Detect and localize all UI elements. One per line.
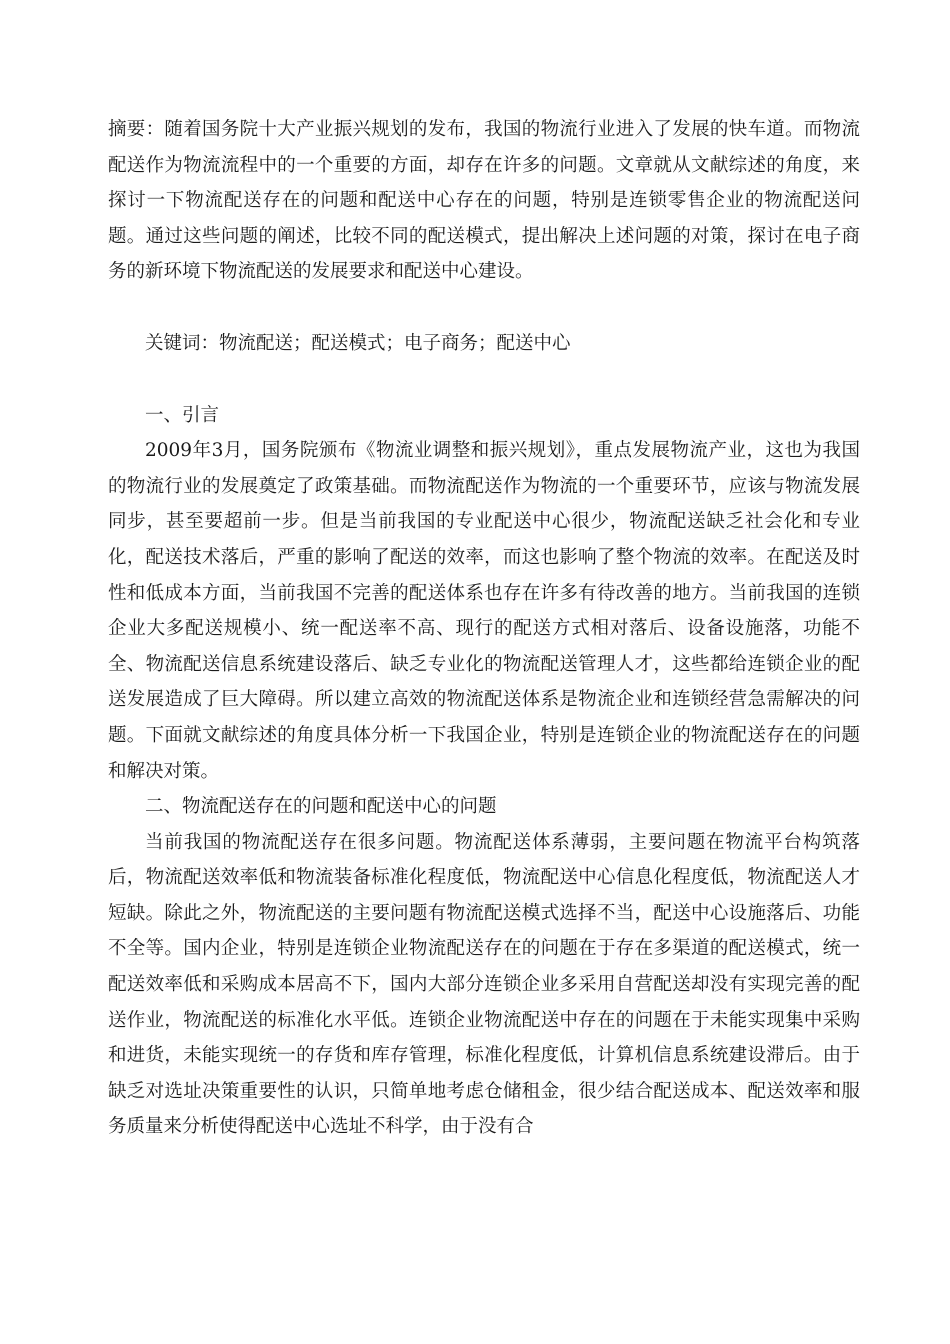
spacer [108,290,860,326]
section-heading-problems: 二、物流配送存在的问题和配送中心的问题 [145,796,497,818]
spacer [108,362,860,398]
keywords-line: 关键词：物流配送；配送模式；电子商务；配送中心 [145,332,571,354]
problems-paragraph: 当前我国的物流配送存在很多问题。物流配送体系薄弱，主要问题在物流平台构筑落后，物流配送效率低和物流装备标准化程度低，物流配送中心信息化程度低，物流配送人才短缺。除此之外，物流配送的主要问题有物流配送模式选择不当，配送中心设施落后、功能不全等。国内企业，特别是连锁企业物流配送存在的问题在于存在多渠道的配送模式，统一配送效率低和采购成本居高不下，国内大部分连锁企业多采用自营配送却没有实现完善的配送作业，物流配送的标准化水平低。连锁企业物流配送中存在的问题在于未能实现集中采购和进货，未能实现统一的存货和库存管理，标准化程度低，计算机信息系统建设滞后。由于缺乏对选址决策重要性的认识，只简单地考虑仓储租金，很少结合配送成本、配送效率和服务质量来分析使得配送中心选址不科学，由于没有合 [108,831,860,1138]
abstract-paragraph: 摘要：随着国务院十大产业振兴规划的发布，我国的物流行业进入了发展的快车道。而物流配送作为物流流程中的一个重要的方面，却存在许多的问题。文章就从文献综述的角度，来探讨一下物流配送存在的问题和配送中心存在的问题，特别是连锁零售企业的物流配送问题。通过这些问题的阐述，比较不同的配送模式，提出解决上述问题的对策，探讨在电子商务的新环境下物流配送的发展要求和配送中心建设。 [108,119,860,283]
section-heading-introduction: 一、引言 [145,404,220,426]
document-page [108,112,860,1145]
introduction-paragraph: 2009年3月，国务院颁布《物流业调整和振兴规划》，重点发展物流产业，这也为我国的物流行业的发展奠定了政策基础。而物流配送作为物流的一个重要环节，应该与物流发展同步，甚至要超前一步。但是当前我国的专业配送中心很少，物流配送缺乏社会化和专业化，配送技术落后，严重的影响了配送的效率，而这也影响了整个物流的效率。在配送及时性和低成本方面，当前我国不完善的配送体系也存在许多有待改善的地方。当前我国的连锁企业大多配送规模小、统一配送率不高、现行的配送方式相对落后、设备设施落，功能不全、物流配送信息系统建设落后、缺乏专业化的物流配送管理人才，这些都给连锁企业的配送发展造成了巨大障碍。所以建立高效的物流配送体系是物流企业和连锁经营急需解决的问题。下面就文献综述的角度具体分析一下我国企业，特别是连锁企业的物流配送存在的问题和解决对策。 [108,440,860,782]
